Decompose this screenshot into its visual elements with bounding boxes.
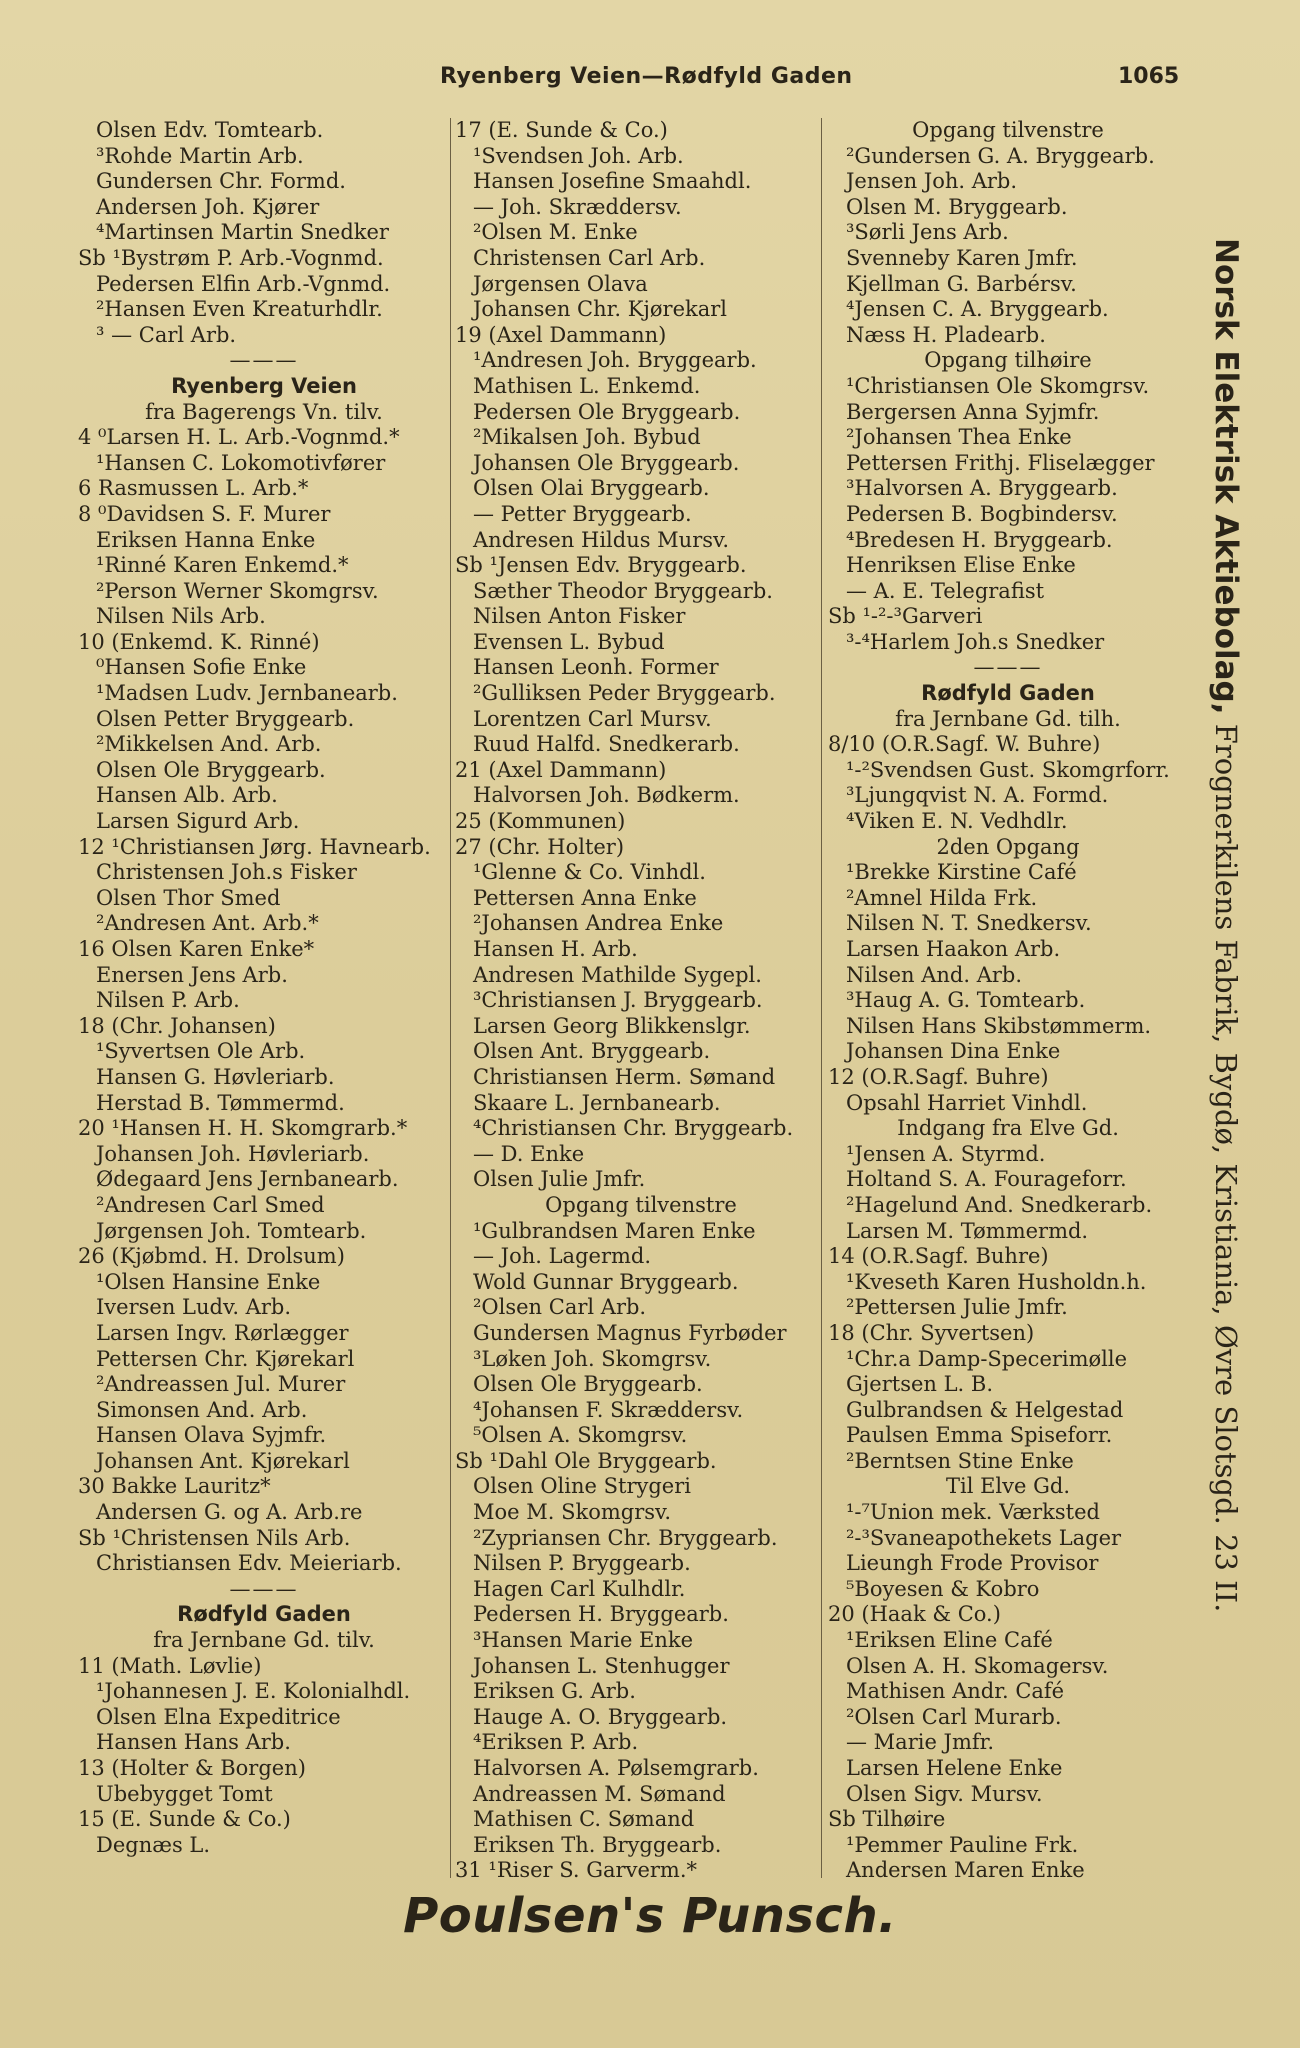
directory-entry: Johansen Ole Bryggearb. [473,450,740,475]
directory-entry: Johansen Chr. Kjørekarl [473,297,728,322]
directory-entry: ¹Madsen Ludv. Jernbanearb. [96,681,398,706]
directory-entry: ²Johansen Andrea Enke [473,911,724,936]
directory-entry: Sb Tilhøire [828,1807,946,1832]
directory-entry: ²Andresen Ant. Arb.* [96,911,319,936]
page-header [0,64,1300,104]
directory-entry: Bergersen Anna Syjmfr. [846,399,1100,424]
directory-entry: 19 (Axel Dammann) [455,322,667,347]
subheading: Opgang tilhøire [924,348,1092,373]
directory-entry: Opsahl Harriet Vinhdl. [846,1090,1088,1115]
directory-entry: 20 (Haak & Co.) [828,1602,1001,1627]
subheading: Til Elve Gd. [945,1474,1071,1499]
directory-entry: 25 (Kommunen) [455,809,626,834]
directory-entry: Nilsen P. Arb. [96,988,240,1013]
directory-entry: ¹Rinné Karen Enkemd.* [96,553,349,578]
directory-entry: Olsen Ant. Bryggearb. [473,1039,711,1064]
directory-entry: Gjertsen L. B. [846,1372,993,1397]
directory-entry: Pedersen Elfin Arb.-Vgnmd. [96,271,391,296]
directory-entry: ¹Eriksen Eline Café [846,1628,1053,1653]
section-separator: ——— [229,1576,299,1601]
directory-entry: Halvorsen Joh. Bødkerm. [473,783,740,808]
directory-entry: Andersen G. og A. Arb.re [96,1500,363,1525]
directory-entry: Eriksen Th. Bryggearb. [473,1832,722,1857]
directory-entry: Gundersen Chr. Formd. [96,169,346,194]
directory-entry: Larsen Georg Blikkenslgr. [473,1013,751,1038]
directory-entry: Olsen Elna Expeditrice [96,1704,341,1729]
directory-entry: ²Mikkelsen And. Arb. [96,732,322,757]
directory-entry: Nilsen And. Arb. [846,962,1023,987]
directory-entry: Gundersen Magnus Fyrbøder [473,1320,787,1345]
directory-entry: ³Christiansen J. Bryggearb. [473,988,763,1013]
directory-entry: — Petter Bryggearb. [473,501,692,526]
directory-entry: ⁴Martinsen Martin Snedker [96,220,389,245]
directory-entry: 12 (O.R.Sagf. Buhre) [828,1064,1049,1089]
directory-entry: Degnæs L. [96,1832,211,1857]
directory-entry: ¹Chr.a Damp-Specerimølle [846,1346,1128,1371]
directory-entry: 15 (E. Sunde & Co.) [78,1807,291,1832]
directory-entry: Ubebygget Tomt [96,1781,273,1806]
subheading: Opgang tilvenstre [912,118,1104,142]
directory-entry: ²Olsen Carl Arb. [473,1295,647,1320]
directory-entry: Hansen Leonh. Former [473,655,719,680]
directory-entry: Moe M. Skomgrsv. [473,1500,672,1525]
directory-entry: Hansen Hans Arb. [96,1730,291,1755]
directory-entry: ¹Glenne & Co. Vinhdl. [473,860,706,885]
directory-entry: — Joh. Skræddersv. [473,194,682,219]
directory-entry: 16 Olsen Karen Enke* [78,937,315,961]
directory-entry: Jørgensen Olava [473,271,648,296]
directory-entry: 31 ¹Riser S. Garverm.* [455,1858,698,1883]
subheading: Indgang fra Elve Gd. [897,1116,1119,1141]
directory-entry: ³Rohde Martin Arb. [96,143,304,168]
directory-entry: ²Hagelund And. Snedkerarb. [846,1192,1153,1217]
directory-entry: ⁴Jensen C. A. Bryggearb. [846,297,1109,322]
subheading: 2den Opgang [936,834,1080,859]
directory-entry: ²Olsen M. Enke [473,220,638,245]
column-divider [821,118,822,1878]
street-heading: Ryenberg Veien [171,373,357,398]
footer-advertisement: Poulsen's Punsch. [403,1888,897,1944]
directory-entry: ⁵Olsen A. Skomgrsv. [473,1423,688,1448]
section-separator: ——— [973,655,1043,680]
directory-entry: Nilsen Hans Skibstømmerm. [846,1013,1152,1038]
section-separator: ——— [229,348,299,373]
directory-entry: 13 (Holter & Borgen) [78,1756,306,1780]
column-3 [828,118,1188,1884]
directory-entry: Pettersen Anna Enke [473,885,697,910]
directory-entry: — D. Enke [473,1141,585,1166]
directory-entry: ³Halvorsen A. Bryggearb. [846,476,1118,501]
directory-entry: Johansen L. Stenhugger [473,1653,730,1678]
directory-entry: 10 (Enkemd. K. Rinné) [78,629,320,654]
directory-entry: Ødegaard Jens Jernbanearb. [96,1167,399,1192]
directory-entry: Pedersen Ole Bryggearb. [473,399,741,424]
directory-entry: Nilsen N. T. Snedkersv. [846,911,1092,936]
directory-entry: Enersen Jens Arb. [96,962,288,987]
page-number: 1065 [1118,64,1180,89]
directory-entry: 26 (Kjøbmd. H. Drolsum) [78,1244,345,1269]
directory-entry: ¹Syvertsen Ole Arb. [96,1039,306,1064]
directory-entry: Olsen Olai Bryggearb. [473,476,710,501]
directory-entry: ¹Andresen Joh. Bryggearb. [473,348,757,373]
directory-entry: 12 ¹Christiansen Jørg. Havnearb. [78,834,431,859]
directory-entry: Eriksen G. Arb. [473,1679,636,1704]
directory-entry: ²Zypriansen Chr. Bryggearb. [473,1525,778,1550]
directory-entry: ²Mikalsen Joh. Bybud [473,425,701,450]
directory-entry: Lorentzen Carl Mursv. [473,706,712,731]
directory-entry: ¹Christiansen Ole Skomgrsv. [846,373,1150,398]
subheading: Opgang tilvenstre [545,1192,737,1217]
directory-entry: Nilsen Nils Arb. [96,604,266,629]
directory-entry: Kjellman G. Barbérsv. [846,271,1077,296]
directory-entry: Johansen Joh. Høvleriarb. [96,1141,370,1166]
directory-entry: Andersen Maren Enke [846,1858,1085,1883]
directory-entry: Olsen Thor Smed [96,885,281,910]
directory-entry: ²Hansen Even Kreaturhdlr. [96,297,383,322]
directory-entry: 4 ⁰Larsen H. L. Arb.-Vognmd.* [78,425,400,450]
directory-entry: Johansen Ant. Kjørekarl [96,1448,350,1473]
directory-entry: Olsen Ole Bryggearb. [96,757,326,782]
directory-entry: ⁴Viken E. N. Vedhdlr. [846,809,1068,834]
directory-entry: Mathisen Andr. Café [846,1679,1065,1704]
directory-entry: Christensen Joh.s Fisker [96,860,357,885]
directory-entry: — A. E. Telegrafist [846,578,1045,603]
directory-entry: ¹‑²Svendsen Gust. Skomgrforr. [846,757,1170,782]
column-1 [78,118,450,1858]
directory-entry: ²Johansen Thea Enke [846,425,1072,450]
directory-entry: Jørgensen Joh. Tomtearb. [96,1218,367,1243]
directory-entry: Larsen Helene Enke [846,1756,1063,1780]
street-heading: Rødfyld Gaden [921,681,1095,706]
directory-entry: Mathisen C. Sømand [473,1807,695,1832]
directory-entry: Larsen Sigurd Arb. [96,809,300,834]
running-title: Ryenberg Veien—Rødfyld Gaden [440,64,853,89]
directory-entry: Henriksen Elise Enke [846,553,1076,578]
directory-entry: Eriksen Hanna Enke [96,527,316,552]
directory-entry: Mathisen L. Enkemd. [473,373,701,398]
directory-entry: Hansen Olava Syjmfr. [96,1423,327,1448]
directory-entry: Wold Gunnar Bryggearb. [473,1269,739,1294]
directory-entry: Olsen A. H. Skomagersv. [846,1653,1109,1678]
directory-entry: Holtand S. A. Fourageforr. [846,1167,1127,1192]
directory-entry: Iversen Ludv. Arb. [96,1295,291,1320]
directory-entry: Andreassen M. Sømand [473,1781,726,1806]
directory-entry: Simonsen And. Arb. [96,1397,308,1422]
directory-entry: ²Gulliksen Peder Bryggearb. [473,681,776,706]
directory-entry: ⁴Johansen F. Skræddersv. [473,1397,744,1422]
directory-entry: ³‑⁴Harlem Joh.s Snedker [846,629,1105,654]
directory-entry: Hansen H. Arb. [473,937,638,961]
directory-entry: Larsen Ingv. Rørlægger [96,1320,349,1345]
directory-entry: ¹Olsen Hansine Enke [96,1269,321,1294]
directory-entry: Svenneby Karen Jmfr. [846,245,1078,270]
directory-entry: 30 Bakke Lauritz* [78,1474,271,1499]
directory-entry: ³Ljungqvist N. A. Formd. [846,783,1109,808]
directory-entry: Christiansen Edv. Meieriarb. [96,1551,402,1576]
directory-entry: 18 (Chr. Syvertsen) [828,1320,1035,1345]
directory-entry: Larsen M. Tømmermd. [846,1218,1089,1243]
directory-entry: ¹Svendsen Joh. Arb. [473,143,684,168]
directory-entry: ²Olsen Carl Murarb. [846,1704,1062,1729]
directory-entry: ²Person Werner Skomgrsv. [96,578,379,603]
directory-entry: Skaare L. Jernbanearb. [473,1090,721,1115]
directory-entry: Paulsen Emma Spiseforr. [846,1423,1113,1448]
directory-entry: ²Pettersen Julie Jmfr. [846,1295,1068,1320]
directory-entry: ²Amnel Hilda Frk. [846,885,1038,910]
directory-entry: ⁰Hansen Sofie Enke [96,655,307,680]
column-2 [455,118,827,1884]
directory-entry: Gulbrandsen & Helgestad [846,1397,1124,1422]
directory-entry: Olsen M. Bryggearb. [846,194,1068,219]
directory-entry: — Joh. Lagermd. [473,1244,652,1269]
directory-entry: Halvorsen A. Pølsemgrarb. [473,1756,759,1780]
directory-entry: Sæther Theodor Bryggearb. [473,578,773,603]
directory-entry: ³Løken Joh. Skomgrsv. [473,1346,712,1371]
directory-entry: Ruud Halfd. Snedkerarb. [473,732,740,757]
directory-entry: Olsen Julie Jmfr. [473,1167,646,1192]
directory-entry: Sb ¹‑²‑³Garveri [828,604,983,629]
directory-entry: Olsen Oline Strygeri [473,1474,691,1499]
directory-entry: ²Andreassen Jul. Murer [96,1372,346,1397]
directory-entry: Hauge A. O. Bryggearb. [473,1704,728,1729]
directory-entry: Pedersen B. Bogbindersv. [846,501,1118,526]
directory-entry: ¹Hansen C. Lokomotivfører [96,450,386,475]
side-ad-address: Frognerkilens Fabrik, Bygdø, Kristiania, Øvre Slotsgd. 23 II. [1209,714,1243,1613]
directory-entry: Johansen Dina Enke [846,1039,1061,1064]
directory-entry: 11 (Math. Løvlie) [78,1653,262,1678]
directory-entry: Pedersen H. Bryggearb. [473,1602,729,1627]
directory-entry: Herstad B. Tømmermd. [96,1090,345,1115]
directory-entry: 14 (O.R.Sagf. Buhre) [828,1244,1049,1269]
directory-entry: Olsen Sigv. Mursv. [846,1781,1043,1806]
directory-entry: ¹Johannesen J. E. Kolonialhdl. [96,1679,411,1704]
directory-entry: ²Berntsen Stine Enke [846,1448,1074,1473]
directory-entry: Andresen Hildus Mursv. [473,527,730,552]
directory-entry: ¹Brekke Kirstine Café [846,860,1077,885]
directory-entry: ²‑³Svaneapothekets Lager [846,1525,1122,1550]
column-divider [450,118,451,1878]
directory-entry: Olsen Ole Bryggearb. [473,1372,703,1397]
directory-entry: ¹‑⁷Union mek. Værksted [846,1500,1100,1525]
directory-entry: 17 (E. Sunde & Co.) [455,118,668,142]
directory-entry: ³Hansen Marie Enke [473,1628,694,1653]
street-heading: Rødfyld Gaden [177,1602,351,1627]
directory-entry: Sb ¹Christensen Nils Arb. [78,1525,351,1550]
directory-entry: Olsen Petter Bryggearb. [96,706,355,731]
directory-entry: Evensen L. Bybud [473,629,665,654]
directory-entry: ²Gundersen G. A. Bryggearb. [846,143,1155,168]
directory-entry: Hansen Alb. Arb. [96,783,278,808]
directory-entry: ⁴Christiansen Chr. Bryggearb. [473,1116,794,1141]
directory-entry: Andresen Mathilde Sygepl. [473,962,762,987]
directory-entry: Jensen Joh. Arb. [846,169,1018,194]
directory-entry: Nilsen P. Bryggearb. [473,1551,691,1576]
directory-entry: 21 (Axel Dammann) [455,757,667,782]
directory-entry: Hansen Josefine Smaahdl. [473,169,752,194]
directory-entry: ³Haug A. G. Tomtearb. [846,988,1086,1013]
directory-entry: ⁴Bredesen H. Bryggearb. [846,527,1113,552]
directory-entry: ³ — Carl Arb. [96,322,237,347]
directory-entry: 18 (Chr. Johansen) [78,1013,276,1038]
directory-entry: Sb ¹Jensen Edv. Bryggearb. [455,553,747,578]
directory-entry: ¹Jensen A. Styrmd. [846,1141,1046,1166]
directory-entry: ⁴Eriksen P. Arb. [473,1730,639,1755]
directory-entry: Lieungh Frode Provisor [846,1551,1099,1576]
directory-entry: ³Sørli Jens Arb. [846,220,1009,245]
directory-entry: Sb ¹Bystrøm P. Arb.-Vognmd. [78,245,384,270]
directory-entry: 27 (Chr. Holter) [455,834,625,859]
side-ad-company: Norsk Elektrisk Aktiebolag, [1208,238,1244,715]
directory-entry: — Marie Jmfr. [846,1730,995,1755]
directory-entry: 8 ⁰Davidsen S. F. Murer [78,501,331,526]
subheading: fra Bagerengs Vn. tilv. [145,399,383,424]
directory-entry: Hansen G. Høvleriarb. [96,1064,335,1089]
directory-entry: ¹Kveseth Karen Husholdn.h. [846,1269,1147,1294]
directory-entry: 20 ¹Hansen H. H. Skomgrarb.* [78,1116,408,1141]
side-advertisement [1196,238,1256,1878]
directory-entry: ¹Pemmer Pauline Frk. [846,1832,1079,1857]
directory-entry: Olsen Edv. Tomtearb. [96,118,324,142]
subheading: fra Jernbane Gd. tilv. [153,1628,375,1653]
subheading: fra Jernbane Gd. tilh. [895,706,1121,731]
directory-entry: 6 Rasmussen L. Arb.* [78,476,309,501]
directory-entry: Næss H. Pladearb. [846,322,1046,347]
directory-entry: Andersen Joh. Kjører [96,194,320,219]
directory-entry: Larsen Haakon Arb. [846,937,1061,961]
directory-entry: ⁵Boyesen & Kobro [846,1576,1040,1601]
directory-entry: ²Andresen Carl Smed [96,1192,325,1217]
directory-entry: Christiansen Herm. Sømand [473,1064,776,1089]
directory-entry: Pettersen Chr. Kjørekarl [96,1346,355,1371]
directory-entry: Sb ¹Dahl Ole Bryggearb. [455,1448,717,1473]
directory-entry: ¹Gulbrandsen Maren Enke [473,1218,756,1243]
directory-entry: Pettersen Frithj. Fliselægger [846,450,1155,475]
directory-entry: Christensen Carl Arb. [473,245,706,270]
directory-entry: 8/10 (O.R.Sagf. W. Buhre) [828,732,1101,757]
directory-entry: Nilsen Anton Fisker [473,604,686,629]
directory-entry: Hagen Carl Kulhdlr. [473,1576,686,1601]
